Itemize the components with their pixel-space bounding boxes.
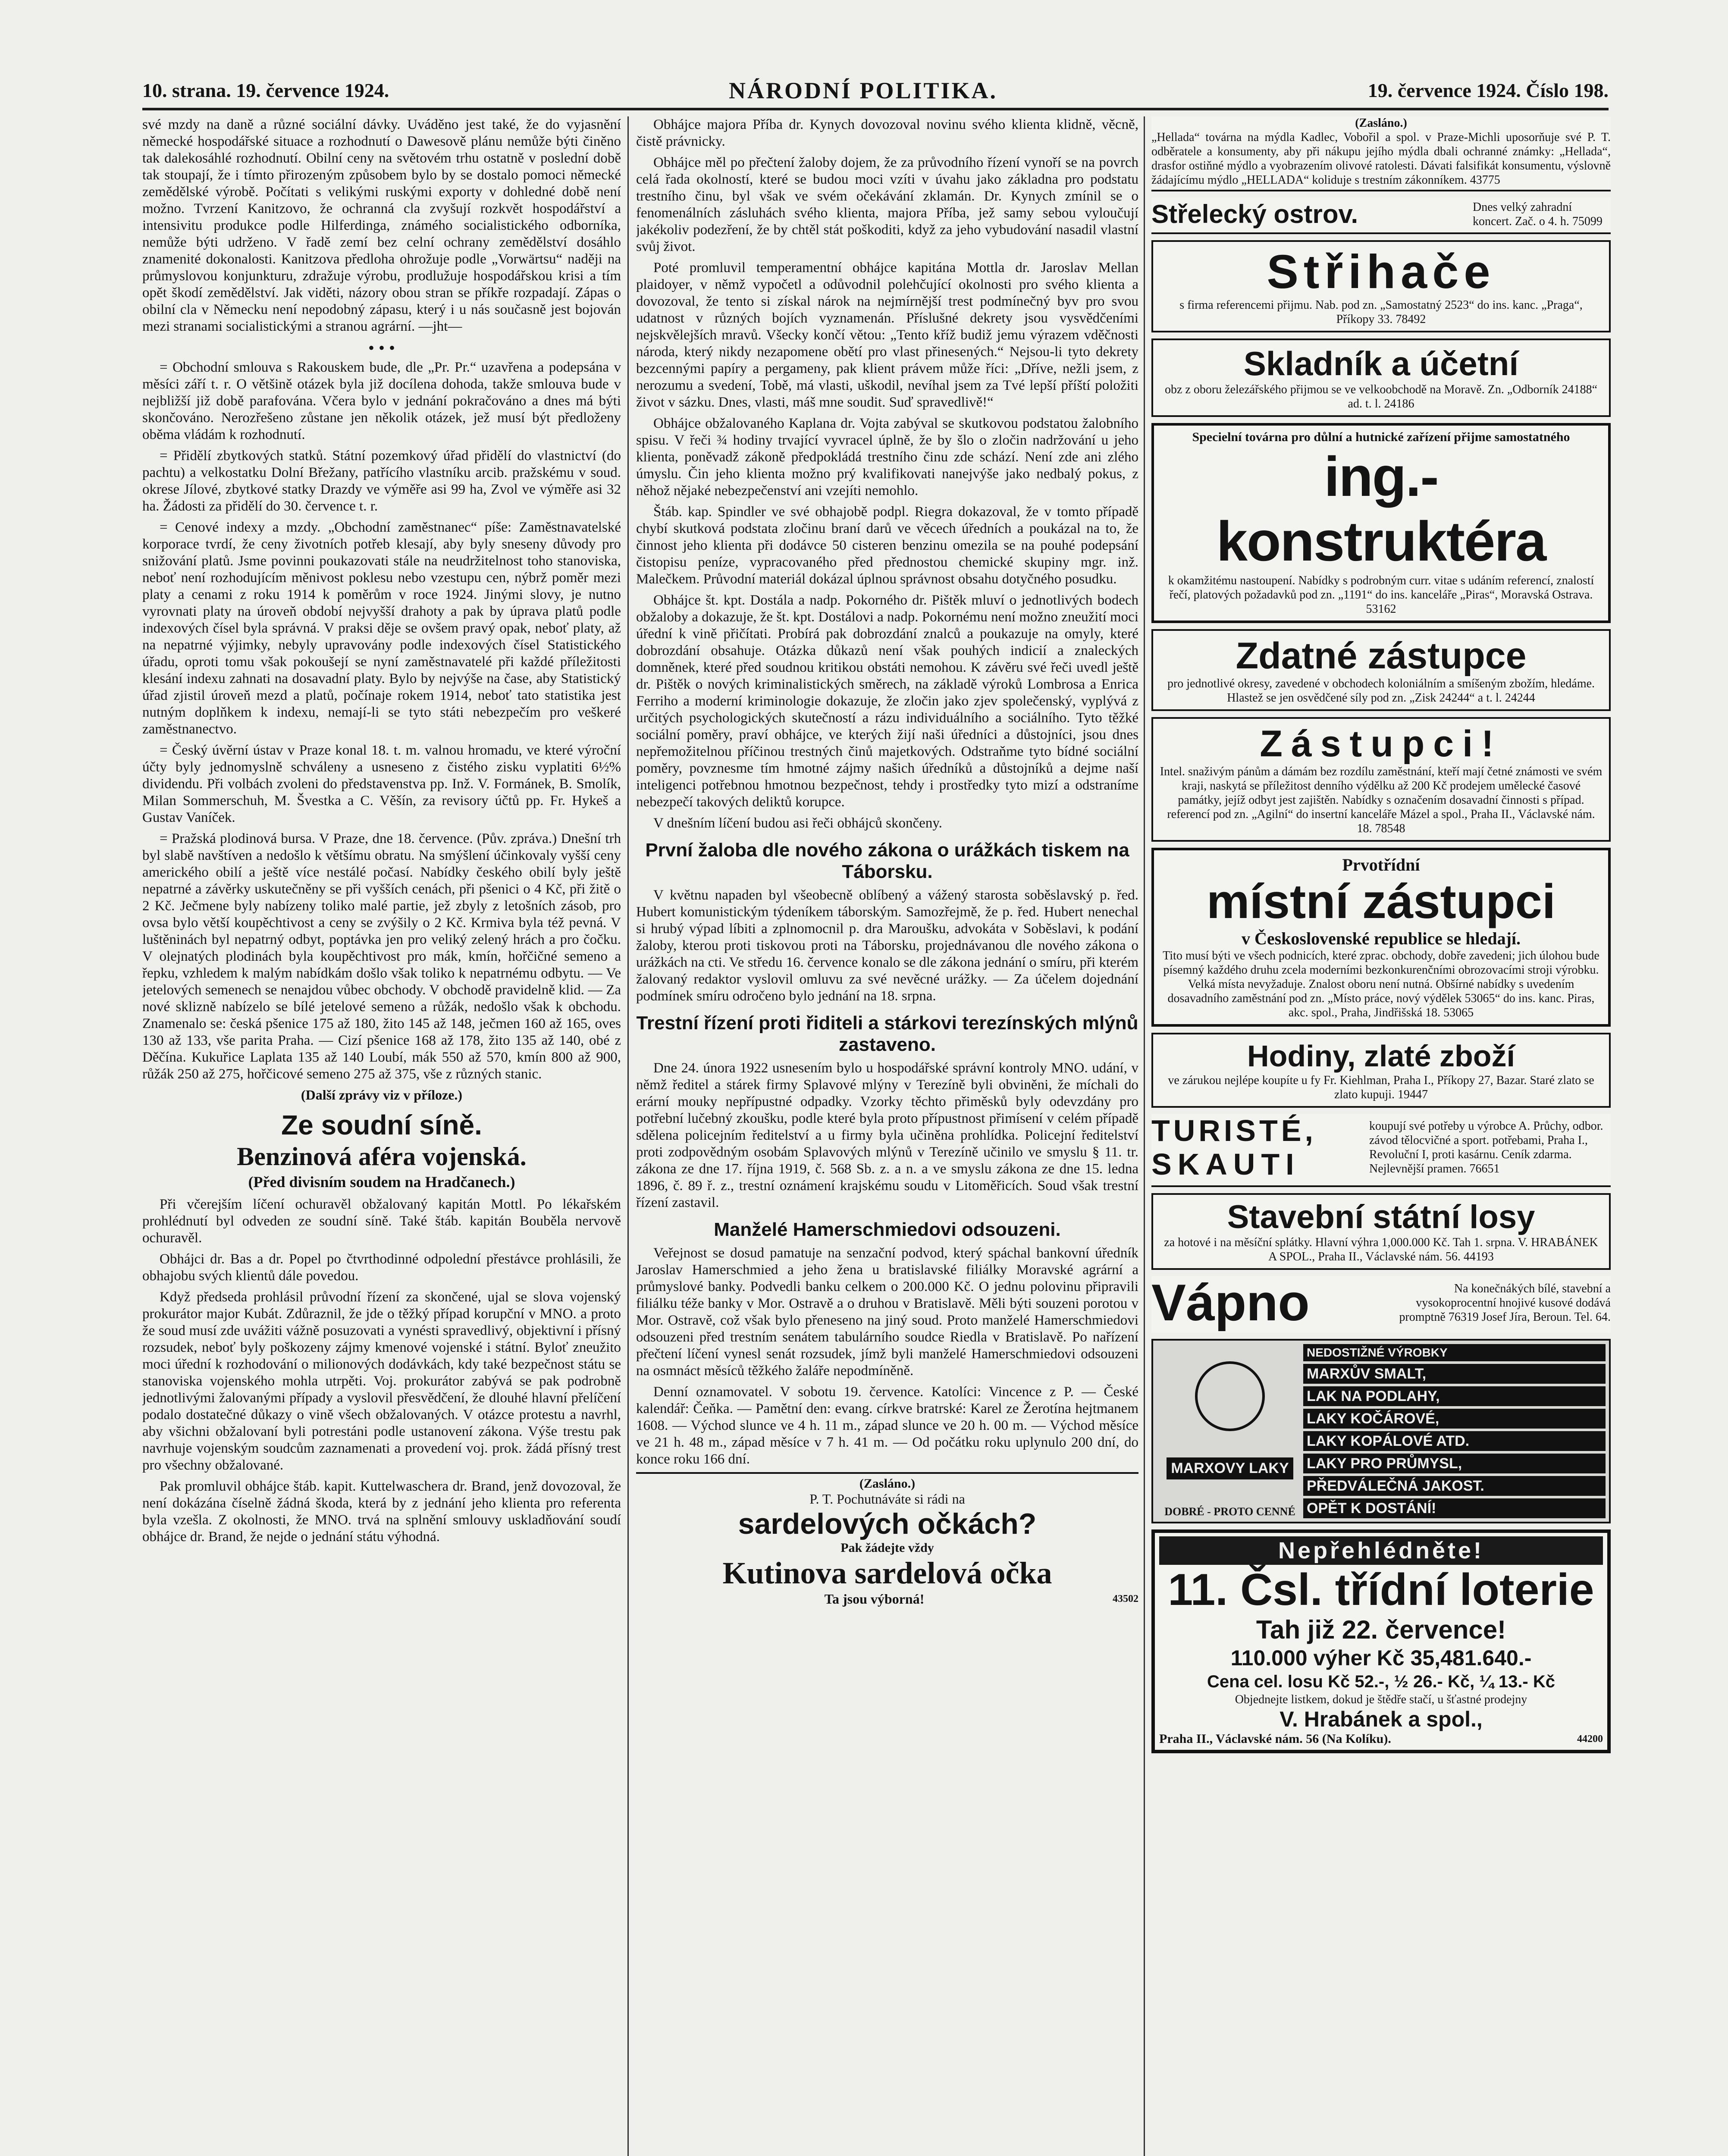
ad-headline: Zástupci! [1260,723,1502,765]
separator: • • • [368,338,395,357]
article-text: Obhájce št. kpt. Dostála a nadp. Pokorného dr. Pištěk mluví o jednotlivých bodech obžaloby a dokazuje, že št. kpt. Dostálovi a nadp. Pokornému není možno zneužití moci úřední k vině přičítati. Probírá pak dobrozdání znalců a poukazuje na omyly, které dobrozdání obsahuje. Otázka důkazů není však pouhých indicií a znaleckých domněnek, které před soudnou kritikou obstáti nemohou. K závěru své řeči uvedl ještě dr. Pištěk o nových kriminalistických směrech, na základě výroků Lombrosa a Enrica Ferriho a moderní kriminologie dokazuje, že zločin jako zjev společenský, vyplývá z určitých psychologických skutečností a rázu individuálního a sociálního. Tyto těžké sociální poměry, praví obhájce, ve kterých žijí naši úředníci a důstojníci, jsou dnes nepřemožitelnou příčinou trestných činů majetkových. Odstraňme tyto bídné sociální poměry, povznesme tím hmotné zájmy našich úředníků a důstojníků a dejme naší inteligenci potřebnou hmotnou bezpečnost, tehdy i prostředky tyto mizí a odstraníme nebezpečí takových deliktů korupce. [636,592,1138,810]
column-1 [142,116,621,2156]
page-date-right: 19. července 1924. Číslo 198. [1367,79,1609,101]
ad-brand: Kutinova sardelová očka [722,1556,1052,1590]
ad-headline: 11. Čsl. třídní loterie [1168,1565,1594,1615]
marx-product-line: LAKY PRO PRŮMYSL, [1303,1454,1606,1473]
ad-headline: ing.-konstruktéra [1216,445,1546,573]
article-title-benzine: Benzinová aféra vojenská. [237,1142,527,1171]
ad-zastupci [1151,717,1611,842]
column-3-ads [1151,116,1611,2156]
marx-product-line: LAK NA PODLAHY, [1303,1386,1606,1406]
ad-text: Tito musí býti ve všech podnicích, které zprac. obchody, dobře zavedeni; jich úlohou bude písemný každého druhu zcela moderními bezkonkurenčními obrozovacími stroji výrobku. Velká místa nevyžaduje. Znalost oboru není nutná. Obšírné nabídky s uvedením dosavadního zaměstnání pod zn. „Místo práce, nový výdělek 53065“ do ins. kanc. Piras, akc. spol., Praha, Jindřišská 18. 53065 [1163,949,1599,1019]
article-title-mills: Trestní řízení proti řiditeli a stárkovi terezínských mlýnů zastaveno. [636,1012,1138,1055]
ad-skladnik [1151,338,1611,417]
ad-headline: Skladník a účetní [1243,345,1519,382]
ad-label: (Zasláno.) [859,1476,916,1491]
ad-strelecky-ostrov [1151,197,1611,234]
news-item-trade-treaty: = Obchodní smlouva s Rakouskem bude, dle „Pr. Pr.“ uzavřena a podepsána v měsíci září t. r. O většině otázek byla již docílena dohoda, takže smlouva bude v nejbližší již době parafována. Včera bylo v jednání pokračováno a dnes má býti skončováno. Nerozřešeno zůstane jen několik otázek, jež musí být předloženy oběma vládám k rozhodnutí. [142,360,621,442]
ad-headline: sardelových očkách? [738,1507,1037,1540]
ad-sardines [636,1472,1138,1607]
ad-strihace [1151,240,1611,332]
ad-text: Prvotřídní [1342,855,1420,874]
ad-marx-laky [1151,1339,1611,1523]
ad-number: 43502 [1112,1593,1138,1604]
ad-text: Tah již 22. července! [1256,1615,1506,1644]
ad-text: Intel. snaživým pánům a dámám bez rozdílu zaměstnání, kteří mají četné známosti ve svém kraji, naskytá se příležitost denního výdělku až 200 Kč prodejem umělecké časové památky, jejíž odbyt jest zajištěn. Nabídky s označením dosavadní činnosti s případ. referencí pod zn. „Agilní“ do insertní kanceláře Mázel a spol., Praha II., Václavské nám. 18. 78548 [1160,765,1603,835]
ad-text: ve zárukou nejlépe koupíte u fy Fr. Kiehlman, Praha I., Příkopy 27, Bazar. Staré zlato se zlato kupuji. 19447 [1168,1074,1594,1101]
news-item-indexes: = Cenové indexy a mzdy. „Obchodní zaměstnanec“ píše: Zaměstnavatelské korporace tvrdí, že ceny životních potřeb klesají, aby byly sneseny důvody pro snižování platů. Jsme povinni poukazovati stále na neudržitelnost toho stanoviska, neboť není rozhodujícím měnivost poklesu nebo vzestupu cen, nýbrž poměr mezi platy a cenami z roku 1914 k poměrům v roce 1924. Jinými slovy, je nutno vyrovnati platy na úroveň období nejvyšší drahoty a pak by úprava platů podle indexových čísel byla správná. V praksi děje se ovšem pravý opak, neboť platy, až na nepatrné výjimky, nebyly upravovány podle indexových čísel Statistického úřadu, oproti tomu však pokoušejí se nyní zaměstnavatelé při každé příležitosti klesání indexu zahnati na dosavadní platy. Bylo by nejvýše na čase, aby Statistický úřad zjistil úroveň mezd a platů, počínaje rokem 1914, neboť tato statistika jest nutným doplňkem k indexu, nemají-li se tyto státi nebezpečím pro veškeré zaměstnanectvo. [142,520,621,737]
ad-brand: MARXOVY LAKY [1167,1457,1293,1479]
ad-text: Praha II., Václavské nám. 56 (Na Kolíku). [1159,1732,1391,1746]
ad-vapno [1151,1276,1611,1333]
ad-slogan: DOBRÉ - PROTO CENNÉ [1164,1505,1295,1518]
news-item-estates: = Přidělí zbytkových statků. Státní pozemkový úřad přidělí do vlastnictví (do pachtu) a velkostatku Dolní Břežany, patřícího vlastníku arcib. pražskému v soud. okrese Jílové, zbytkové statky Drazdy ve výměře asi 99 ha, Zvol ve výměře asi 32 ha. Žádosti za přidělí do 30. července t. r. [142,448,621,514]
ad-stavebni-losy [1151,1193,1611,1270]
article-title-libel: První žaloba dle nového zákona o urážkách tiskem na Táborsku. [645,840,1129,882]
article-text: Štáb. kap. Spindler ve své obhajobě podpl. Riegra dokazoval, že v tomto případě chybí skutková podstata zločinu braní darů ve věcech úředních a poukázal na to, že činnost jeho klienta při dodávce 50 cisteren benzinu omezila se na pouhé podepsání čistopisu peníze, vypracovaného před přednostou chemické skupiny mgr. inž. Malečkem. Průvodní materiál dokázal úplnou správnost obsahu dotyčného posudku. [636,504,1138,587]
ad-text: pro jednotlivé okresy, zavedené v obchodech koloniálním a smíšeným zbožím, hledáme. Hlastež se jen osvědčené síly pod zn. „Zisk 24244“ a t. l. 24244 [1167,677,1595,705]
ad-headline: Nepřehlédněte! [1159,1536,1603,1565]
ad-text: NEDOSTIŽNÉ VÝROBKY [1303,1344,1606,1361]
article-text: V dnešním líčení budou asi řeči obhájců skončeny. [653,815,942,831]
ad-headline: Hodiny, zlaté zboží [1247,1039,1515,1073]
ad-text: Dnes velký zahradní koncert. Zač. o 4. h. 75099 [1473,200,1603,228]
ad-text: s firma referencemi přijmu. Nab. pod zn. „Samostatný 2523“ do ins. kanc. „Praga“, Příkopy 33. 78492 [1179,298,1583,326]
section-heading-court: Ze soudní síně. [281,1109,482,1141]
marx-product-line: LAKY KOČÁROVÉ, [1303,1409,1606,1429]
daily-announcer: Denní oznamovatel. V sobotu 19. července. Katolíci: Vincence z P. — České kalendář: Čeňka. — Pamětní den: evang. církve bratrské: Karel ze Žerotína hejtmanem 1608. — Východ slunce ve 4 h. 11 m., západ slunce ve 20 h. 00 m. — Východ měsíce ve 21 h. 48 m., západ měsíce v 7 h. 41 m. — Od počátku roku uplynulo 200 dní, do konce roku 166 dní. [636,1384,1138,1467]
ad-text: P. T. Pochutnáváte si rádi na [809,1491,965,1507]
ad-label: (Zasláno.) [1355,116,1407,130]
ad-text: Specielní továrna pro důlní a hutnické zařízení přijme samostatného [1192,430,1570,444]
article-title-hamerschmied: Manželé Hamerschmiedovi odsouzeni. [714,1219,1061,1240]
ad-ing-konstrukter [1151,423,1611,623]
ad-text: koupují své potřeby u výrobce A. Průchy, odbor. závod tělocvičné a sport. potřebami, Praha I., Revoluční I, proti kasárnu. Ceník zdarma. Nejlevnější pramen. 76651 [1369,1119,1603,1175]
article-text: Obhájce majora Příba dr. Kynych dovozoval novinu svého klienta klidně, věcně, čistě právnicky. [636,117,1138,149]
article-text: Poté promluvil temperamentní obhájce kapitána Mottla dr. Jaroslav Mellan plaidoyer, v němž vypočetl a odůvodnil polehčující okolnosti pro svého klienta a dovozoval, že tento si získal nárok na nejmírnější trest podmínečný byv pro svou udatnost v různých bojích vyznamenán. Příslušné dekrety jsou vysvědčeními nejskvělejších mravů. Všecky končí větou: „Tento kříž budiž jemu výrazem vděčnosti národa, který nikdy nezapomene obětí pro vlast přinesených.“ Nejsou-li tyto dekrety bezcennými papíry a pergameny, pak klient právem může říci: „Dříve, nežli jsem, z nerozumu a svedení, Tobě, má vlasti, uškodil, nevíhal jsem za Tvé lepší příští položiti život v sázku. Dnes, vlasti, máš mne soudit. Suď spravedlivě!“ [636,260,1138,410]
marx-product-line: MARXŮV SMALT, [1303,1364,1606,1384]
article-subtitle: (Před divisním soudem na Hradčanech.) [248,1173,515,1191]
column-divider [1144,116,1145,2156]
ad-text: Pak žádejte vždy [840,1541,934,1555]
ad-text: obz z oboru železářského přijmou se ve velkoobchodě na Moravě. Zn. „Odborník 24188“ ad. t. l. 24186 [1164,383,1597,411]
ad-product-list [1303,1364,1606,1518]
ad-text: V. Hrabánek a spol., [1280,1707,1483,1731]
marx-product-line: LAKY KOPÁLOVÉ ATD. [1303,1431,1606,1451]
ad-headline: TURISTÉ, [1151,1114,1317,1147]
ad-text: „Hellada“ továrna na mýdla Kadlec, Vobořil a spol. v Praze-Michli uposorňuje své P. T. odběratele a konsumenty, aby při nákupu jejího mýdla dbali ochranné známky: „Hellada“, drasfor ostiňné mýdlo a vyobrazením olivové ratolesti. Dávati falsifikát konsumentu, výslovně žádajícímu mýdlo „HELLADA“ koliduje s trestním zákonníkem. 43775 [1151,131,1611,187]
article-text: Obhájce obžalovaného Kaplana dr. Vojta zabýval se skutkovou podstatou žalobního spisu. V řeči ¾ hodiny trvající vyvracel úplně, že by šlo o zločin nadržování u jeho klienta, poněvadž zákoně předpokládá trestního činu zde schází. Není zde ani zlého úmyslu. Čin jeho klienta možno prý kvalifikovati nanejvýše jako nedbalý pokus, z něhož nějaké nebezpečenství ani vzejíti nemohlo. [636,416,1138,498]
marx-logo-icon [1195,1361,1265,1431]
masthead [142,75,1609,110]
newspaper-title: NÁRODNÍ POLITIKA. [729,78,998,103]
ad-headline: Stavební státní losy [1227,1199,1535,1235]
news-item-credit-institute: = Český úvěrní ústav v Praze konal 18. t. m. valnou hromadu, ve které výroční účty byly jednomyslně schváleny a usneseno z čistého zisku vyplatiti 6½% dividendu. Při volbách zvoleni do představenstva pp. Inž. V. Formánek, B. Smolík, Milan Sommerschuh, M. Švestka a C. Věšín, za revisory účtů pp. Fr. Hykeš a Gustav Vaníček. [142,743,621,825]
column-2 [636,116,1138,2156]
column-divider [627,116,629,2156]
ad-hodiny [1151,1033,1611,1108]
ad-headline: místní zástupci [1206,874,1556,928]
ad-text: 110.000 výher Kč 35,481.640.- [1230,1646,1532,1670]
ad-text: k okamžitému nastoupení. Nabídky s podrobným curr. vitae s udáním referencí, znalostí řečí, platových požadavků pod zn. „1191“ do ins. kanceláře „Piras“, Moravská Ostrava. 53162 [1168,574,1594,616]
ad-slogan: Ta jsou výborná! [824,1591,925,1607]
ad-number: 44200 [1577,1733,1603,1745]
page-date-left: 10. strana. 19. července 1924. [142,79,389,101]
article-text: Pak promluvil obhájce štáb. kapit. Kuttelwaschera dr. Brand, jenž dovozoval, že není dokázána číselně žádná škoda, která by z jednání jeho klienta pro referenta byla vzešla. Z okolnosti, že MNO. trvá na splnění smlouvy uskladňování soudí obhájce dr. Brand, že nejde o jednání státu výhodná. [142,1479,621,1545]
marx-product-line: PŘEDVÁLEČNÁ JAKOST. [1303,1476,1606,1496]
article-text: Veřejnost se dosud pamatuje na senzační podvod, který spáchal bankovní úředník Jaroslav Hamerschmied a jeho žena u bratislavské filiálky Moravské agrární a průmyslové banky. Podvedli banku celkem o 200.000 Kč. O jednu polovinu připravili filiálku téže banky v Mor. Ostravě a o druhou v Bratislavě. Měli býti souzeni porotou v Mor. Ostravě, což však bylo přeneseno na jiný soud. Proto manželé Hamerschmiedovi odsouzeni před trestním senátem tabulárního soudce Riedla v Bratislavě. Po nařízení přečtení líčení vynesl senát rozsudek, jímž byli manželé Hamerschmiedovi odsouzeni na osmnáct měsíců těžkého žaláře nepodmíněně. [636,1245,1138,1379]
ad-turiste-skauti [1151,1114,1611,1187]
ad-zdatne-zastupce [1151,629,1611,711]
marx-product-line: OPĚT K DOSTÁNÍ! [1303,1498,1606,1518]
ad-text: za hotové i na měsíční splátky. Hlavní výhra 1,000.000 Kč. Tah 1. srpna. V. HRABÁNEK A SPOL., Praha II., Václavské nám. 56. 44193 [1164,1236,1598,1263]
article-text: Dne 24. února 1922 usnesením bylo u hospodářské správní kontroly MNO. udání, v němž ředitel a stárek firmy Splavové mlýny v Terezíně byli obviněni, že míchali do erární mouky nepřípustné odpadky. Vzorky těchto přiměsků byly odevzdány pro potřební lučebný zkoušku, podle které byla proto přípustnost přimísení v celém případě sdělena policejním ředitelství a u firmy byla učiněna prohlídka. Policejní ředitelství proti zodpovědným osobám Splavových mlýnů v Terezíně učinilo ve smyslu § 11. tr. zákona ze dne 17. října 1919, č. 568 Sb. z. a n. a ve smyslu zákona ze dne 15. ledna 1896, č. 89 ř. z., trestní oznámení krajskému soudu v Litoměřicích. Soud však trestní řízení zastavil. [636,1060,1138,1210]
ad-headline: Vápno [1151,1274,1310,1332]
ad-loterie [1151,1529,1611,1753]
article-text: Obhájce měl po přečtení žaloby dojem, že za průvodního řízení vynoří se na povrch celá řada okolností, které se budou moci vzíti v úvahu jako základna pro podstatu trestního činu, byl však ve svém očekávání zklamán. Dr. Kynych zmínil se o fenomenálních zásluhách svého klienta, majora Příba, jež samy sebou vyloučují jakékoliv podezření, že by chtěl stát poškoditi, když za jeho vybudování nasadil vlastní svůj život. [636,155,1138,254]
article-text: V květnu napaden byl všeobecně oblíbený a vážený starosta soběslavský p. řed. Hubert komunistickým týdeníkem táborským. Samozřejmě, že p. řed. Hubert nenechal si hrubý výpad líbiti a zplnomocnil p. dra Maroušku, advokáta v Soběslavi, k podání žaloby, kterou proti tiskovou proti na Táborsku, projednávanou dle nového zákona o urážkách na cti. Ve středu 16. července konalo se dle zákona jednání o smíru, při kterém žalovaný redaktor vyslovil omluvu za své nevěcné urážky. — Za účelem dojednání podmínek smíru odročeno bylo jednání na 18. srpna. [636,887,1138,1004]
article-text: Obhájci dr. Bas a dr. Popel po čtvrthodinné odpolední přestávce prohlásili, že obhajobu svých klientů dále povedou. [142,1251,621,1284]
ad-headline: Zdatné zástupce [1236,635,1527,677]
ad-hellada [1151,116,1611,191]
ad-headline: Střelecký ostrov. [1151,200,1358,229]
article-text: Při včerejším líčení ochuravěl obžalovaný kapitán Mottl. Po lékařském prohlédnutí byl odveden ze soudní síně. Také štáb. kapitán Bouběla nervově ochuravěl. [142,1197,621,1246]
article-text: Když předseda prohlásil průvodní řízení za skončené, ujal se slova vojenský prokurátor major Kubát. Zdůraznil, že jde o těžký případ korupční v MNO. a proto že soud musí zde uvážiti vážně posuzovati a vynésti spravedlivý, objektivní i přísný rozsudek, neboť byly poškozeny zájmy kmenové vojenské i státní. Byloť zneužito moci úřední k rozhodování o milionových dodávkách, kdy také bezpečnost státu se stanoviska vojenského mohla utrpěti. Voj. prokurátor zabývá se pak podrobně jednotlivými žalovanými případy a vyslovil přesvědčení, že dlouhé hlavní přelíčení podalo dostatečné důkazy o vině všech obžalovaných. V otázce protestu a navrhl, aby všichni obžalovaní byli potrestáni podle ustanovení zákona. Výše trestu pak navrhuje vojenským soudcům zaznamenati a provedení voj. prok. žádá přísný trest pro všechny obžalované. [142,1289,621,1473]
ad-text: Objednejte listkem, dokud je štědře stačí, u šťastné prodejny [1235,1693,1527,1706]
ad-text: Cena cel. losu Kč 52.-, ½ 26.- Kč, ¼ 13.- Kč [1207,1672,1555,1691]
ad-headline: SKAUTI [1151,1147,1300,1181]
ad-subheadline: v Československé republice se hledají. [1241,929,1521,948]
ad-text: Na konečnákých bílé, stavební a vysokoprocentní hnojivé kusové dodává promptně 76319 Josef Jíra, Beroun. Tel. 64. [1399,1282,1611,1324]
article-text: své mzdy na daně a různé sociální dávky. Uváděno jest také, že do vyjasnění německé hospodářské situace a rozhodnutí o Dawesově plánu nemůže býti činěno tak dalekosáhlé rozhodnutí. Obilní ceny na světovém trhu ostatně v poslední době tak stoupají, že i tímto přirozeným způsobem bylo by se dostalo pomoci německé zemědělské výrobě. Počítati s velikými ruskými exporty v dohledné době není možno. Tvrzení Kanitzovo, že ochranná cla zvyšují rozkvět hospodářství a intensivitu produkce podle Hilferdinga, známého socialistického odborníka, nemůže býti udrženo. V řadě zemí bez celní ochrany zemědělství dosáhlo znamenité dokonalosti. Kanitzova předloha ohrožuje podle „Vorwärtsu“ naději na průmyslovou konjunkturu, zdražuje výrobu, prodlužuje hospodářskou krisi a tím opět škodí zemědělství. Jak viděti, názory obou stran se příkře rozpadají. Zápas o obilní cla v Německu není nepodobný zápasu, který i u nás současně jest bojován mezi stranami socialistickými a stranou agrární. —jht— [142,117,621,334]
supplement-note: (Další zprávy viz v příloze.) [301,1087,463,1103]
ad-mistni-zastupci [1151,848,1611,1027]
ad-headline: Střihače [1267,245,1496,298]
news-item-produce-exchange: = Pražská plodinová bursa. V Praze, dne 18. července. (Pův. zpráva.) Dnešní trh byl slabě navštíven a nedošlo k většímu obratu. Na smýšlení účinkovaly vyšší ceny amerického obilí a ještě více nestálé počasí. Nabídky českého obilí byly ještě nepatrné a závěrky uskutečněny se při vyšších cenách, při pšenici o 4 Kč, při žitě o 2 Kč. Ječmene byly nabízeny toliko malé partie, jež zbyly z letošních zásob, pro ovsa bylo větší koupěchtivost a ceny se zvýšily o 2 Kč. Krmiva byla též pevná. V luštěninách byl nepatrný odbyt, poptávka jen pro veliký zelený hrách a pro čočku. V olejnatých plodinách byla koupěchtivost pro mák, kmín, hořčičné semeno a řepku, vzhledem k malým nabídkám došlo však toliko k nepatrnému odbytu. — Ve jetelových semenech se nenajdou vůbec obchody. V obchodě pravidelně klid. — Za nové sklizně nabízelo se bílé jetelové semeno a růžák, nedošlo však k obchodu. Znamenalo se: česká pšenice 175 až 180, žito 145 až 148, ječmen 160 až 165, oves 130 až 133, vše parita Praha. — Cizí pšenice 168 až 178, žito 135 až 140, obé z Děčína. Kukuřice Laplata 135 až 140 Loubí, mák 550 až 570, kmín 800 až 900, růžák 250 až 275, hořčicové semeno 275 až 375, vše z různých stanic. [142,831,621,1082]
